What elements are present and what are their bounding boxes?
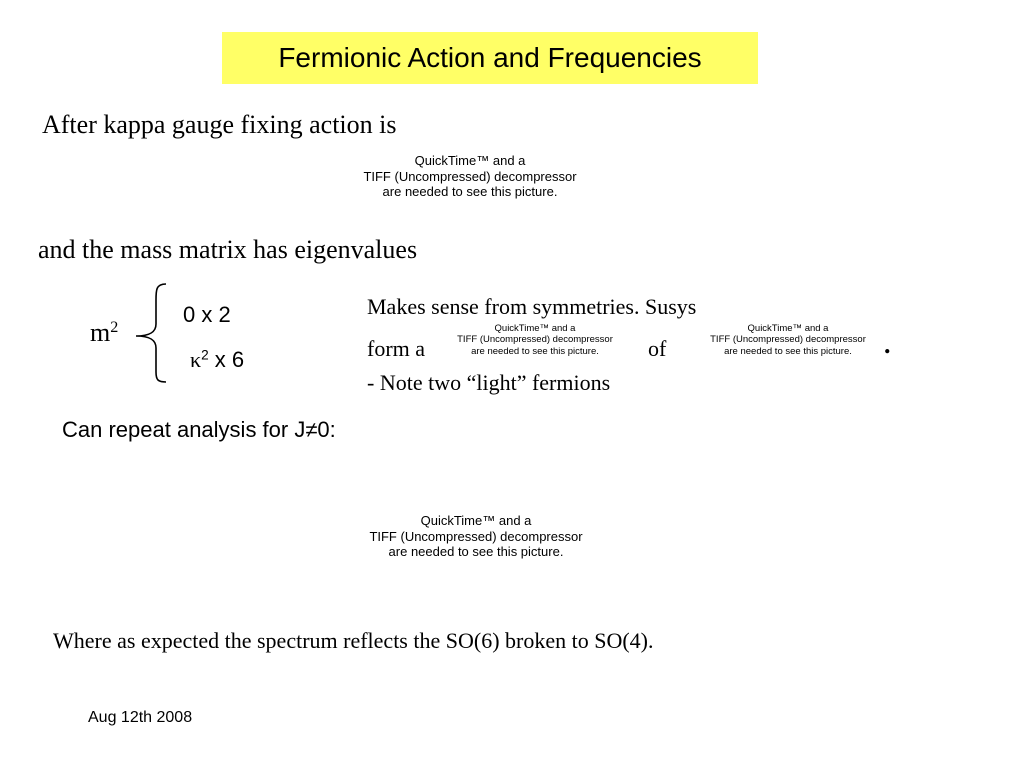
note-of-label: of [648,336,667,361]
conclusion-text: Where as expected the spectrum reflects the SO(6) broken to SO(4). [53,628,654,653]
note-line-3: - Note two “light” fermions [367,370,611,395]
quicktime-placeholder-form: QuickTime™ and a TIFF (Uncompressed) decompressor are needed to see this picture. [457,323,613,357]
eigenvalue-zero: 0 x 2 [183,302,231,327]
quicktime-placeholder-spectrum: QuickTime™ and a TIFF (Uncompressed) decompressor are needed to see this picture. [369,513,583,560]
mass-squared-label: $m^2$ [90,318,119,347]
note-period: . [884,330,891,359]
quicktime-placeholder-action: QuickTime™ and a TIFF (Uncompressed) decompressor are needed to see this picture. [363,153,577,200]
footer-date: Aug 12th 2008 [88,709,193,726]
intro-text: After kappa gauge fixing action is [42,110,397,139]
note-line-1: Makes sense from symmetries. Susys [367,294,697,319]
eigenvalue-kappa: $\kappa^2$ x 6 [190,347,245,372]
eigenvalues-text: and the mass matrix has eigenvalues [38,235,418,264]
slide-title [222,32,758,84]
quicktime-placeholder-of: QuickTime™ and a TIFF (Uncompressed) decompressor are needed to see this picture. [710,323,866,357]
repeat-analysis-text: Can repeat analysis for J≠0: [62,417,336,442]
slide-title-text: Fermionic Action and Frequencies [278,42,702,73]
note-form-label: form a [367,336,426,361]
curly-brace-icon [130,280,170,385]
